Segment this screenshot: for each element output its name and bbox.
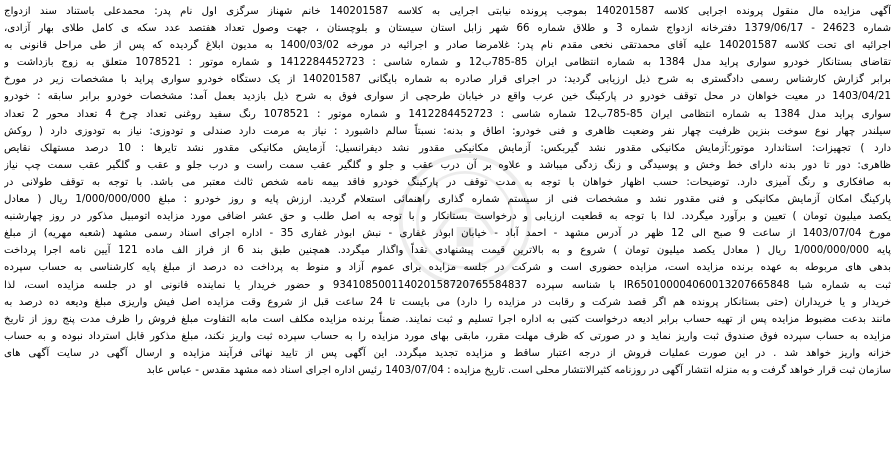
- auction-notice-body: [4, 3, 891, 448]
- notice-line: برابر گزارش کارشناس رسمی دادگستری به شرح ذیل ارزیابی گردید: در اجرای قرار صادره به شماره بایگانی 140201587 از یک دستگاه خودرو سواری پراید با مشخصات زیر در مورخ: [4, 74, 891, 86]
- notice-line: دارد ) تجهیزات: استاندارد موتور:آزمایش مکانیکی مقدور نشد گیربکس: آزمایش مکانیکی مقدور نشد دیفرانسیل: آزمایش مکانیکی مقدور نشد تایرها : 10 درصد مستهلک نقایص: [4, 142, 891, 154]
- notice-line: 1403/04/21 در معیت خواهان در محل توقف خودرو در پارکینگ خین عرب واقع در خیابان طرحچی از سواری فوق به شرح ذیل بازدید بعمل آمد: مشخصات خودرو برابر سابقه : خودرو: [4, 91, 891, 103]
- notice-line: مانند بدعت مضبوط مزایده پس از تهیه حساب برابر ادیعه درخواست کتبی به اداره اجرا تسلیم و ثبت نمایند. ضمناً برنده مزایده مکلف است مابه التفاوت مبلغ فروش را ظرف مدت پنج روز از تاریخ: [4, 313, 891, 325]
- notice-line: تقاضای بستانکار خودرو سواری پراید مدل 1384 به شماره انتظامی ایران 85-785ب12 و شماره شاسی : 1412284452723 و شماره موتور : 1078521 متعلق به زوج بازداشت و: [4, 57, 891, 69]
- notice-line: بدهی های مربوطه به عهده برنده مزایده است، مزایده حضوری است و شرکت در جلسه مزایده برای عموم آزاد و منوط به پرداخت ده درصد از مبلغ پایه کارشناسی به حساب سپرده: [4, 262, 891, 274]
- notice-line: اجرائیه ای تحت کلاسه 140201587 علیه آقای محمدتقی نخعی مقدم نام پدر: غلامرضا صادر و اجرائیه در مورخه 1400/03/02 به مدیون ابلاغ گردیده که پس از طی مراحل قانونی به: [4, 40, 891, 52]
- notice-line: پارکینگ امکان آزمایش مکانیکی و فنی مقدور نشد و مشخصات فنی از سیستم شماره گذاری راهنمائی استعلام گردید. ارزش پایه و روز خودرو : مبلغ 1/000/000/000 ریال ( معادل: [4, 194, 891, 206]
- notice-line: یکصد میلیون تومان ) تعیین و برآورد میگردد. لذا با توجه به قطعیت ارزیابی و درخواست بستانکار و با توجه به اصل طلب و حق عشر اضافی مورد مزایده اتومبیل مذکور در روز چهارشنبه: [4, 211, 891, 223]
- notice-line: به صافکاری و رنگ آمیزی دارد. توضیحات: حسب اظهار خواهان با توجه به مدت توقف در پارکینگ خودرو فاقد بیمه نامه شخص ثالث معتبر می باشد. با توجه به توقف طولانی در: [4, 176, 891, 188]
- notice-line: خزانه واریز خواهد شد . در این صورت عملیات فروش از درجه اعتبار ساقط و مزایده تجدید میگردد. این آگهی پس از تایید نهائی فرآیند مزایده و ارسال آگهی در سایت آگهی های: [4, 347, 891, 359]
- notice-line: آگهی مزایده مال منقول پرونده اجرایی کلاسه 140201587 بموجب پرونده نیابتی اجرایی به کلاسه 140201587 خانم شهناز سرگزی اول نام پدر: محمدعلی باستناد سند ازدواج: [4, 6, 891, 17]
- notice-line: مورخ 1403/07/04 از ساعت 9 صبح الی 12 ظهر در آدرس مشهد - احمد آباد - خیابان ابوذر غفاری - نبش ابوذر غفاری 35 - اداره اجرای اسناد رسمی مشهد (شعبه مهریه) از مبلغ: [4, 228, 891, 240]
- notice-line: پایه 1/000/000/000 ریال ( معادل یکصد میلیون تومان ) شروع و به بالاترین قیمت پیشنهادی نقداً واگذار میگردد. همچنین طبق بند 6 از فراز الف ماده 121 آیین نامه اجرا پرداخت: [4, 245, 891, 257]
- notice-line: ظاهری: دور تا دور بدنه دارای خط وخش و پوسیدگی و زنگ زدگی میباشد و علاوه بر آن درب عقب و جلو و گلگیر عقب سمت راست و درب جلو و عقب و گلگیر عقب سمت چپ نیاز: [4, 159, 891, 171]
- notice-line: سیلندر چهار نوع سوخت بنزین ظرفیت چهار نفر وضعیت ظاهری و فنی خودرو: اطاق و بدنه: نسبتاً سالم داشبورد : نیاز به مرمت دارد صندلی و تودوزی: نیاز به تودوزی دارد ( روکش: [4, 125, 891, 137]
- notice-line: سازمان ثبت قرار خواهد گرفت و به منزله انتشار آگهی در روزنامه کثیرالانتشار محلی است. تاریخ مزایده : 1403/07/04 رئیس اداره اجرای اسناد ذمه مشهد مقدس - عباس عابد: [146, 364, 891, 376]
- notice-line: سواری پراید مدل 1384 به شماره انتظامی ایران 85-785ب12 شماره شاسی : 1412284452723 و شماره موتور : 1078521 رنگ سفید روغنی تعداد چرخ 4 تعداد محور 2 تعداد: [4, 108, 891, 120]
- notice-line: مزایده به حساب سپرده فوق صندوق ثبت واریز نماید و در صورتی که ظرف مهلت مقرر، مابقی بهای مورد مزایده را به حساب سپرده ثبت واریز نکند، مبلغ مذکور قابل استرداد نبوده و به حساب: [4, 330, 891, 342]
- notice-line: ثبت به شماره شبا IR650100004060013207665848 با شناسه سپرده 934108500114020158720765584837 و حضور خریدار یا نماینده قانونی او در جلسه مزایده است، لذا: [4, 279, 891, 291]
- notice-line: خریدار و یا خریداران (حتی بستانکار پرونده هم اگر قصد شرکت و رقابت در مزایده را دارد) می بایست تا 24 ساعت قبل از شروع وقت مزایده اصل فیش واریزی مبلغ ودیعه ده درصد به: [4, 296, 891, 308]
- notice-line: شماره 24623 - 1379/06/17 دفترخانه ازدواج شماره 3 و طلاق شماره 66 شهر زابل استان سیستان و بلوچستان ، جهت وصول تعداد هفتصد عدد سکه ی کامل طلای بهار آزادی،: [4, 23, 891, 35]
